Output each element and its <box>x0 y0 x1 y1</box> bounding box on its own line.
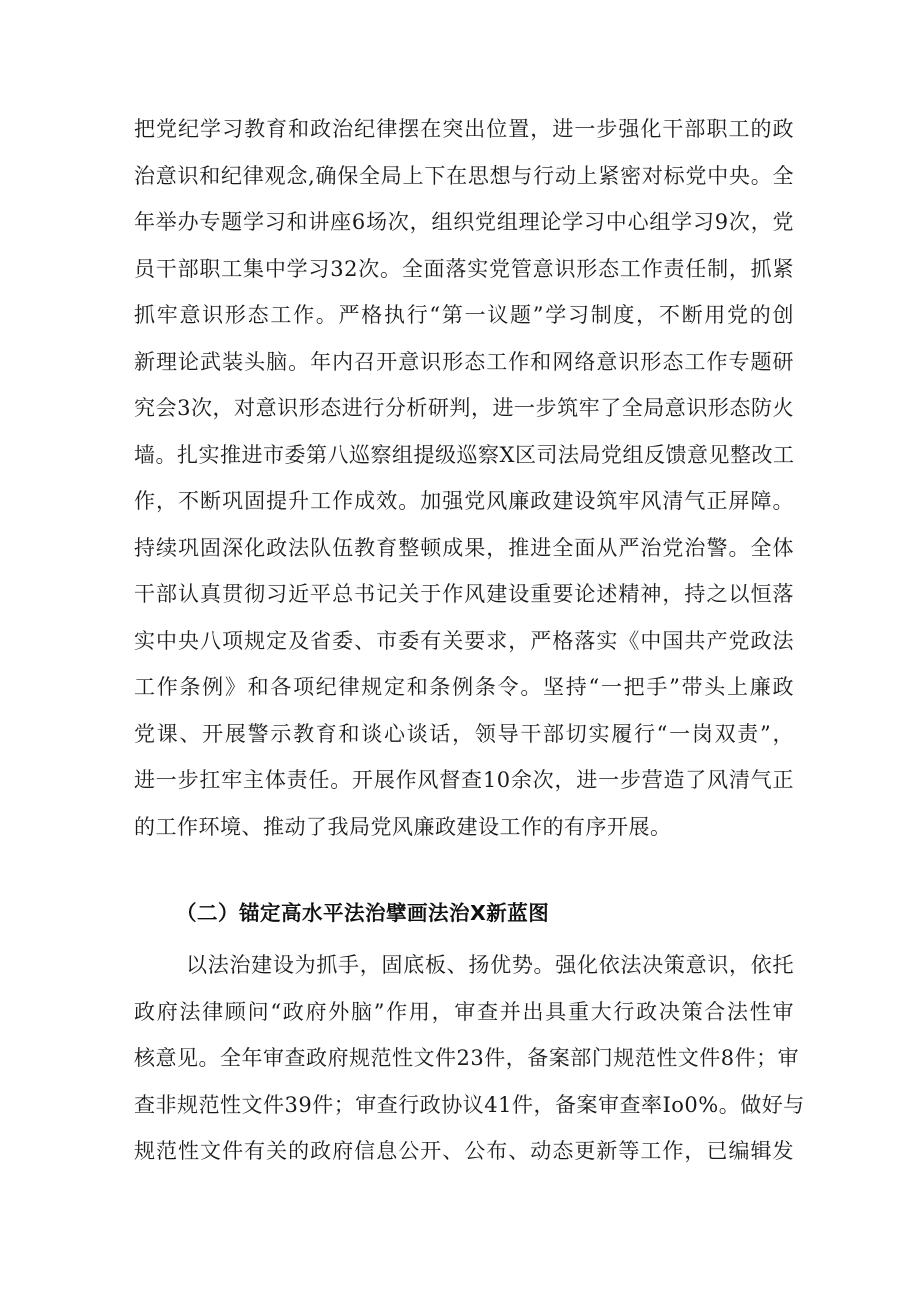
paragraph-line: 工作条例》和各项纪律规定和条例条令。坚持“一把手”带头上廉政 <box>134 675 794 699</box>
paragraph-line: 政府法律顾问“政府外脑”作用，审查并出具重大行政决策合法性审 <box>134 999 794 1024</box>
paragraph-line: 新理论武装头脑。年内召开意识形态工作和网络意识形态工作专题研 <box>134 349 794 374</box>
paragraph-line: 实中央八项规定及省委、市委有关要求，严格落实《中国共产党政法 <box>134 628 794 653</box>
paragraph-line: 规范性文件有关的政府信息公开、公布、动态更新等工作，已编辑发 <box>134 1139 794 1163</box>
paragraph-line: 以法治建设为抓手，固底板、扬优势。强化依法决策意识，依托 <box>186 953 794 977</box>
paragraph-line: 党课、开展警示教育和谈心谈话，领导干部切实履行“一岗双责”， <box>134 721 794 746</box>
paragraph-line: 把党纪学习教育和政治纪律摆在突出位置，进一步强化干部职工的政 <box>134 117 794 141</box>
paragraph-line: 查非规范性文件39件；审查行政协议41件，备案审查率Io0%。做好与 <box>134 1092 805 1117</box>
paragraph-line: 的工作环境、推动了我局党风廉政建设工作的有序开展。 <box>134 814 672 839</box>
paragraph-line: 干部认真贯彻习近平总书记关于作风建设重要论述精神，持之以恒落 <box>134 582 794 606</box>
paragraph-line: 作，不断巩固提升工作成效。加强党风廉政建设筑牢风清气正屏障。 <box>134 489 794 513</box>
paragraph-line: 治意识和纪律观念,确保全局上下在思想与行动上紧密对标党中央。全 <box>134 163 794 188</box>
paragraph-line: 究会3次，对意识形态进行分析研判，进一步筑牢了全局意识形态防火 <box>134 396 794 420</box>
paragraph-line: 年举办专题学习和讲座6场次，组织党组理论学习中心组学习9次，党 <box>134 210 794 234</box>
section-heading: （二）锚定高水平法治擘画法治X新蓝图 <box>176 901 550 925</box>
paragraph-line: 员干部职工集中学习32次。全面落实党管意识形态工作责任制，抓紧 <box>134 256 794 281</box>
paragraph-rule-of-law <box>134 942 805 1175</box>
paragraph-line: 进一步扛牢主体责任。开展作风督查10余次，进一步营造了风清气正 <box>134 768 794 792</box>
paragraph-party-discipline <box>134 106 794 850</box>
paragraph-line: 墙。扎实推进市委第八巡察组提级巡察X区司法局党组反馈意见整改工 <box>134 442 795 467</box>
paragraph-line: 抓牢意识形态工作。严格执行“第一议题”学习制度，不断用党的创 <box>134 303 794 327</box>
paragraph-line: 核意见。全年审查政府规范性文件23件，备案部门规范性文件8件；审 <box>134 1046 800 1070</box>
paragraph-line: 持续巩固深化政法队伍教育整顿成果，推进全面从严治党治警。全体 <box>134 535 794 560</box>
